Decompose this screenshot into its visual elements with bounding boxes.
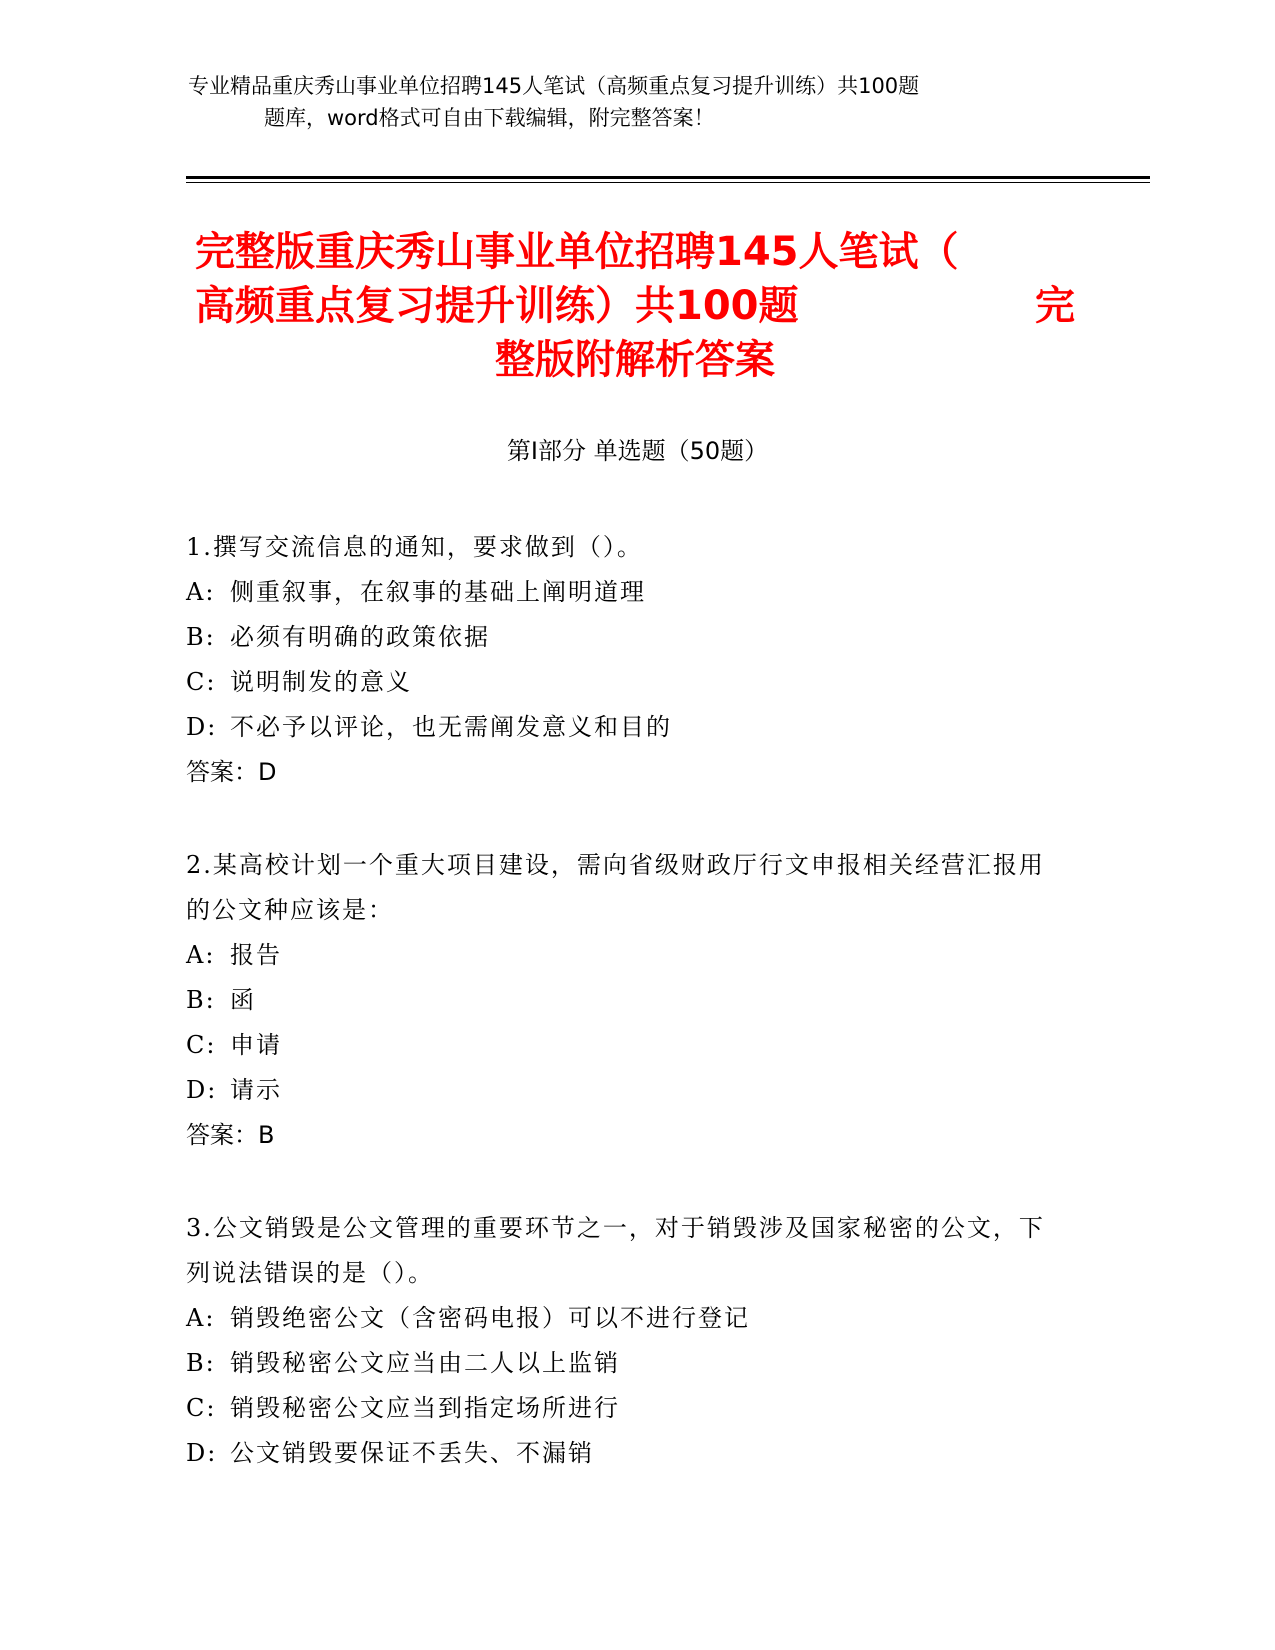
section-title: 第Ⅰ部分 单选题（50题） — [506, 437, 769, 465]
question-1 — [186, 525, 1066, 795]
header-rule-thick — [186, 176, 1150, 179]
option-text: 销毁秘密公文应当到指定场所进行 — [230, 1394, 620, 1422]
option-key: D: — [186, 1439, 218, 1467]
option-key: A: — [186, 941, 216, 969]
option-key: C: — [186, 1031, 217, 1059]
option-text: 报告 — [230, 941, 282, 969]
option-c — [186, 1386, 1066, 1431]
header-line-2: 题库，word格式可自由下载编辑，附完整答案！ — [264, 106, 715, 130]
option-text: 函 — [230, 986, 256, 1014]
option-b — [186, 1341, 1066, 1386]
option-key: B: — [186, 986, 216, 1014]
option-text: 不必予以评论，也无需阐发意义和目的 — [230, 713, 672, 741]
option-b — [186, 615, 1066, 660]
option-d — [186, 1431, 1066, 1476]
question-list — [186, 525, 1066, 1524]
option-key: C: — [186, 668, 217, 696]
option-text: 公文销毁要保证不丢失、不漏销 — [230, 1439, 594, 1467]
option-text: 侧重叙事，在叙事的基础上阐明道理 — [230, 578, 646, 606]
title-line-3: 整版附解析答案 — [495, 337, 775, 383]
option-b — [186, 978, 1066, 1023]
question-2 — [186, 843, 1066, 1158]
question-stem: 3.公文销毁是公文管理的重要环节之一，对于销毁涉及国家秘密的公文，下列说法错误的是（）。 — [186, 1214, 1045, 1287]
option-a — [186, 1296, 1066, 1341]
answer-line: 答案：B — [186, 1121, 275, 1149]
question-stem: 1.撰写交流信息的通知，要求做到（）。 — [186, 533, 643, 561]
option-text: 必须有明确的政策依据 — [230, 623, 490, 651]
document-title — [195, 225, 1075, 387]
answer-line: 答案：D — [186, 758, 277, 786]
option-text: 销毁绝密公文（含密码电报）可以不进行登记 — [230, 1304, 750, 1332]
page-header — [188, 70, 1068, 134]
title-line-2-right: 完 — [1035, 283, 1075, 329]
option-text: 申请 — [230, 1031, 282, 1059]
option-key: A: — [186, 578, 216, 606]
question-3 — [186, 1206, 1066, 1476]
question-stem: 2.某高校计划一个重大项目建设，需向省级财政厅行文申报相关经营汇报用的公文种应该是： — [186, 851, 1045, 924]
option-d — [186, 1068, 1066, 1113]
option-a — [186, 933, 1066, 978]
option-text: 请示 — [230, 1076, 282, 1104]
option-c — [186, 1023, 1066, 1068]
header-line-1: 专业精品重庆秀山事业单位招聘145人笔试（高频重点复习提升训练）共100题 — [188, 74, 920, 98]
option-key: A: — [186, 1304, 216, 1332]
option-key: B: — [186, 1349, 216, 1377]
option-key: D: — [186, 713, 218, 741]
title-line-2 — [195, 279, 1075, 333]
header-rule-thin — [186, 182, 1150, 183]
option-key: B: — [186, 623, 216, 651]
option-text: 销毁秘密公文应当由二人以上监销 — [230, 1349, 620, 1377]
option-key: D: — [186, 1076, 218, 1104]
title-line-1: 完整版重庆秀山事业单位招聘145人笔试（ — [195, 229, 959, 275]
option-c — [186, 660, 1066, 705]
option-text: 说明制发的意义 — [230, 668, 412, 696]
title-line-2-left: 高频重点复习提升训练）共100题 — [195, 283, 799, 329]
option-a — [186, 570, 1066, 615]
option-key: C: — [186, 1394, 217, 1422]
option-d — [186, 705, 1066, 750]
